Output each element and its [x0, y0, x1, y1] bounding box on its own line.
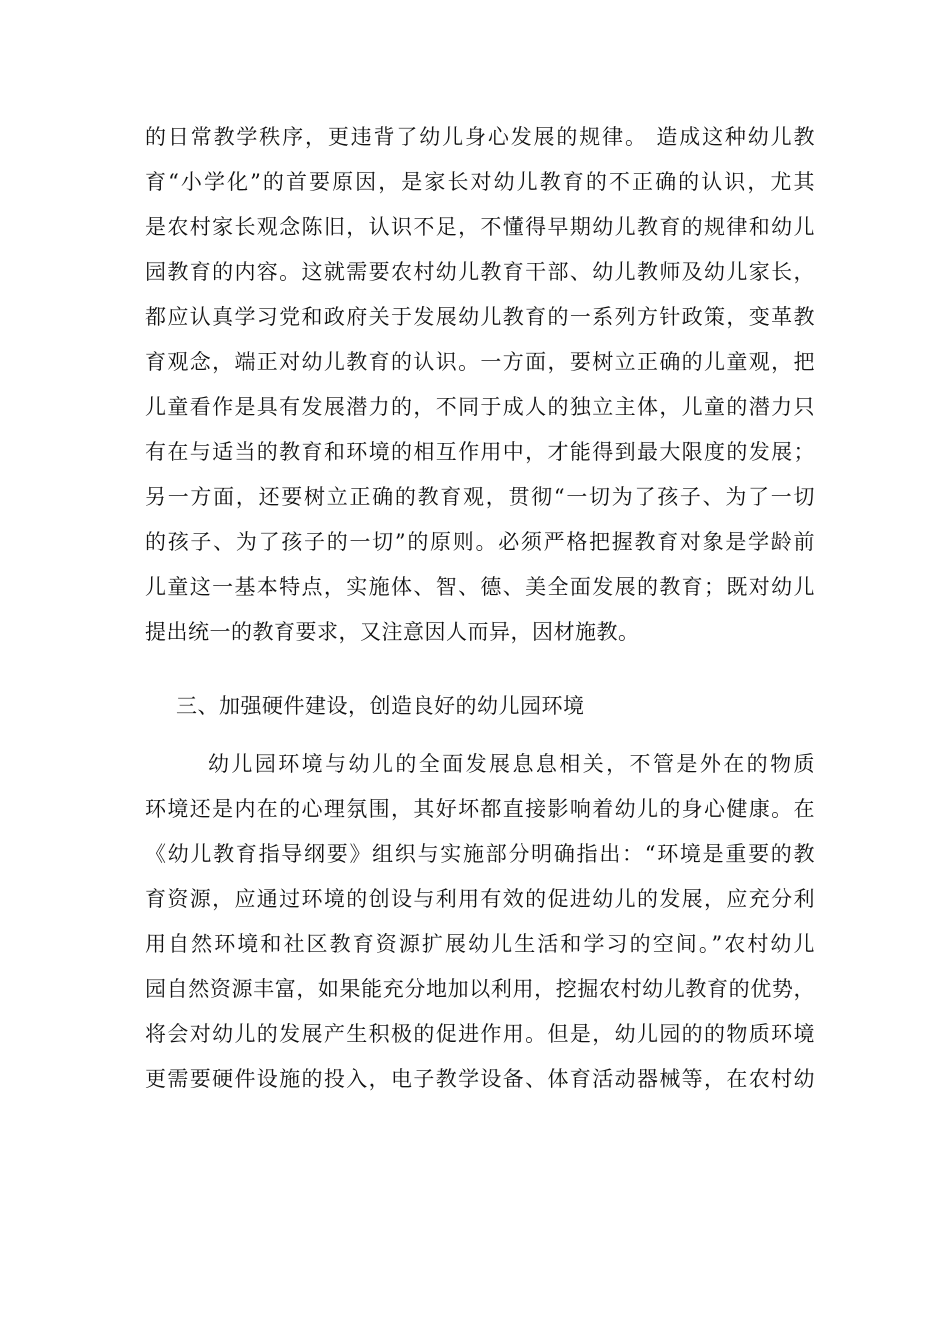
paragraph-line: 环境还是内在的心理氛围，其好坏都直接影响着幼儿的身心健康。在: [145, 797, 815, 821]
paragraph-line: 将会对幼儿的发展产生积极的促进作用。但是，幼儿园的的物质环境: [145, 1022, 815, 1046]
paragraph-line: 《幼儿教育指导纲要》组织与实施部分明确指出：“环境是重要的教: [145, 842, 815, 866]
paragraph-line: 提出统一的教育要求，又注意因人而异，因材施教。: [145, 620, 640, 644]
paragraph-line: 另一方面，还要树立正确的教育观，贯彻“一切为了孩子、为了一切: [145, 485, 815, 509]
paragraph-line: 都应认真学习党和政府关于发展幼儿教育的一系列方针政策，变革教: [145, 305, 815, 329]
paragraph-line: 有在与适当的教育和环境的相互作用中，才能得到最大限度的发展；: [145, 440, 815, 464]
paragraph-line: 更需要硬件设施的投入，电子教学设备、体育活动器械等，在农村幼: [145, 1067, 815, 1091]
paragraph-line: 园自然资源丰富，如果能充分地加以利用，挖掘农村幼儿教育的优势，: [145, 977, 815, 1001]
paragraph-line: 是农村家长观念陈旧，认识不足，不懂得早期幼儿教育的规律和幼儿: [145, 215, 815, 239]
paragraph-line: 园教育的内容。这就需要农村幼儿教育干部、幼儿教师及幼儿家长，: [145, 260, 815, 284]
paragraph-line: 儿童这一基本特点，实施体、智、德、美全面发展的教育；既对幼儿: [145, 575, 815, 599]
section-heading: 三、加强硬件建设，创造良好的幼儿园环境: [176, 694, 585, 718]
paragraph-line: 儿童看作是具有发展潜力的，不同于成人的独立主体，儿童的潜力只: [145, 395, 815, 419]
paragraph-line: 用自然环境和社区教育资源扩展幼儿生活和学习的空间。”农村幼儿: [145, 932, 815, 956]
paragraph-line: 的日常教学秩序，更违背了幼儿身心发展的规律。 造成这种幼儿教: [145, 125, 815, 149]
paragraph-line: 育资源，应通过环境的创设与利用有效的促进幼儿的发展，应充分利: [145, 887, 815, 911]
paragraph-line: 育“小学化”的首要原因，是家长对幼儿教育的不正确的认识，尤其: [145, 170, 815, 194]
paragraph-line: 幼儿园环境与幼儿的全面发展息息相关，不管是外在的物质: [208, 752, 815, 776]
paragraph-line: 的孩子、为了孩子的一切”的原则。必须严格把握教育对象是学龄前: [145, 530, 815, 554]
paragraph-line: 育观念，端正对幼儿教育的认识。一方面，要树立正确的儿童观，把: [145, 350, 815, 374]
